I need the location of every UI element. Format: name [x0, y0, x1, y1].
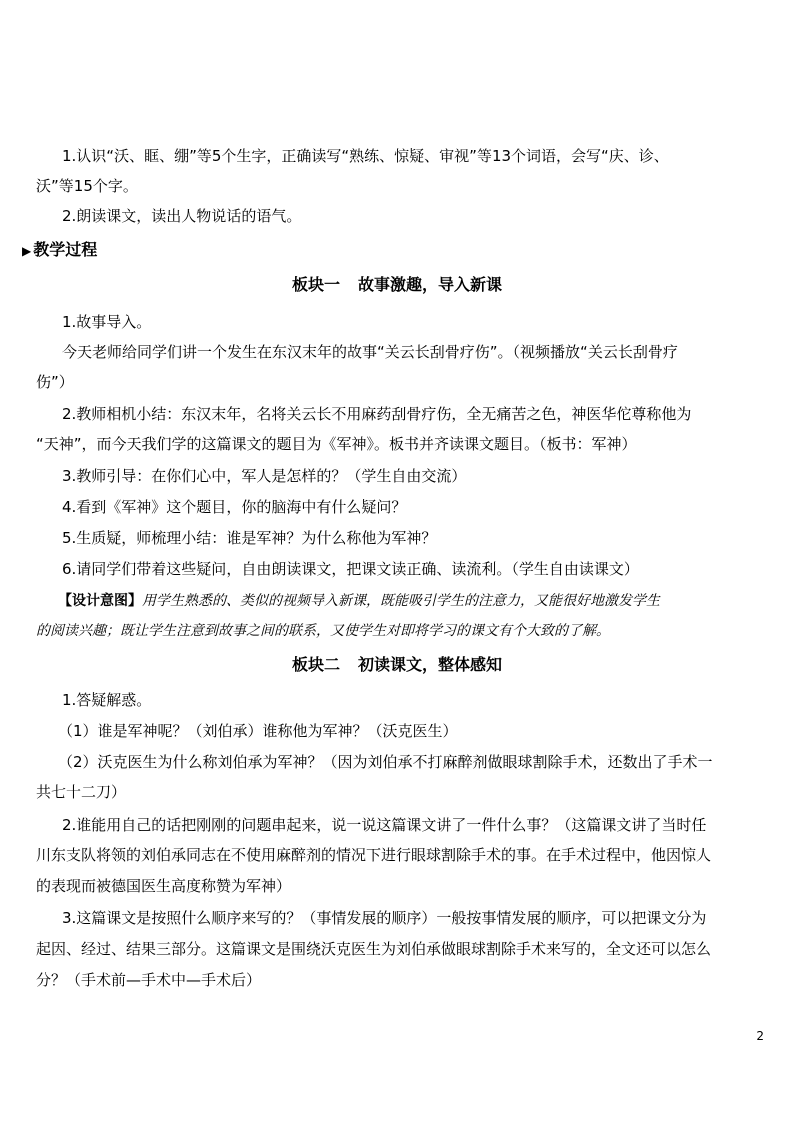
block-1-paragraph-5: 4.看到《军神》这个题目，你的脑海中有什么疑问？	[62, 498, 407, 516]
block-2-paragraph-1: 1.答疑解惑。	[62, 691, 152, 709]
block-1-name: 故事激趣，导入新课	[358, 275, 503, 294]
block-1-paragraph-1: 1.故事导入。	[62, 313, 152, 331]
block-1-paragraph-3-line-2: “天神”，而今天我们学的这篇课文的题目为《军神》。板书并齐读课文题目。（板书：军神）	[36, 435, 637, 453]
block-2-name: 初读课文，整体感知	[358, 655, 503, 674]
block-1-paragraph-2-line-1: 今天老师给同学们讲一个发生在东汉末年的故事“关云长刮骨疗伤”。（视频播放“关云长刮骨疗	[62, 343, 678, 361]
section-heading-label: 教学过程	[33, 240, 98, 259]
section-heading-teaching-process	[22, 240, 744, 261]
objective-item-2: 2.朗读课文，读出人物说话的语气。	[62, 207, 302, 225]
design-intent-text-1: 用学生熟悉的、类似的视频导入新课，既能吸引学生的注意力，又能很好地激发学生	[142, 593, 660, 609]
block-1-paragraph-6: 5.生质疑，师梳理小结：谁是军神？为什么称他为军神？	[62, 529, 437, 547]
block-1-paragraph-3-line-1: 2.教师相机小结：东汉末年，名将关云长不用麻药刮骨疗伤，全无痛苦之色，神医华佗尊称他为	[62, 405, 692, 423]
block-2-paragraph-4-line-1: 2.谁能用自己的话把刚刚的问题串起来，说一说这篇课文讲了一件什么事？（这篇课文讲了当时任	[62, 816, 707, 834]
block-2-paragraph-3-line-1: （2）沃克医生为什么称刘伯承为军神？（因为刘伯承不打麻醉剂做眼球割除手术，还数出了手术一	[58, 753, 713, 771]
block-1-paragraph-4: 3.教师引导：在你们心中，军人是怎样的？（学生自由交流）	[62, 467, 467, 485]
block-2-title	[0, 654, 794, 676]
design-intent-tag: 【设计意图】	[58, 593, 142, 609]
block-2-paragraph-4-line-2: 川东支队将领的刘伯承同志在不使用麻醉剂的情况下进行眼球割除手术的事。在手术过程中，他因惊人	[36, 846, 712, 864]
objective-item-1-line-1: 1.认识“沃、眶、绷”等5个生字，正确读写“熟练、惊疑、审视”等13个词语，会写“庆、诊、	[62, 147, 669, 165]
block-2-paragraph-4-line-3: 的表现而被德国医生高度称赞为军神）	[36, 877, 292, 895]
block-1-title	[0, 274, 794, 296]
page-number: 2	[756, 1029, 764, 1043]
block-2-paragraph-5-line-1: 3.这篇课文是按照什么顺序来写的？（事情发展的顺序）一般按事情发展的顺序，可以把课文分为	[62, 909, 707, 927]
block-2-paragraph-2: （1）谁是军神呢？（刘伯承）谁称他为军神？（沃克医生）	[58, 722, 458, 740]
design-intent-line-1	[58, 586, 758, 616]
block-2-paragraph-5-line-2: 起因、经过、结果三部分。这篇课文是围绕沃克医生为刘伯承做眼球割除手术来写的，全文还可以怎么	[36, 940, 712, 958]
block-1-number: 板块一	[291, 275, 340, 294]
block-2-paragraph-3-line-2: 共七十二刀）	[36, 783, 127, 801]
block-2-paragraph-5-line-3: 分？（手术前—手术中—手术后）	[36, 971, 262, 989]
triangle-marker-icon: ▶	[22, 244, 32, 258]
block-2-number: 板块二	[291, 655, 340, 674]
objective-item-1-line-2: 沃”等15个字。	[36, 177, 138, 195]
design-intent-line-2: 的阅读兴趣；既让学生注意到故事之间的联系，又使学生对即将学习的课文有个大致的了解。	[36, 623, 610, 639]
block-1-paragraph-7: 6.请同学们带着这些疑问，自由朗读课文，把课文读正确、读流利。（学生自由读课文）	[62, 560, 639, 578]
block-1-paragraph-2-line-2: 伤”）	[36, 373, 74, 391]
